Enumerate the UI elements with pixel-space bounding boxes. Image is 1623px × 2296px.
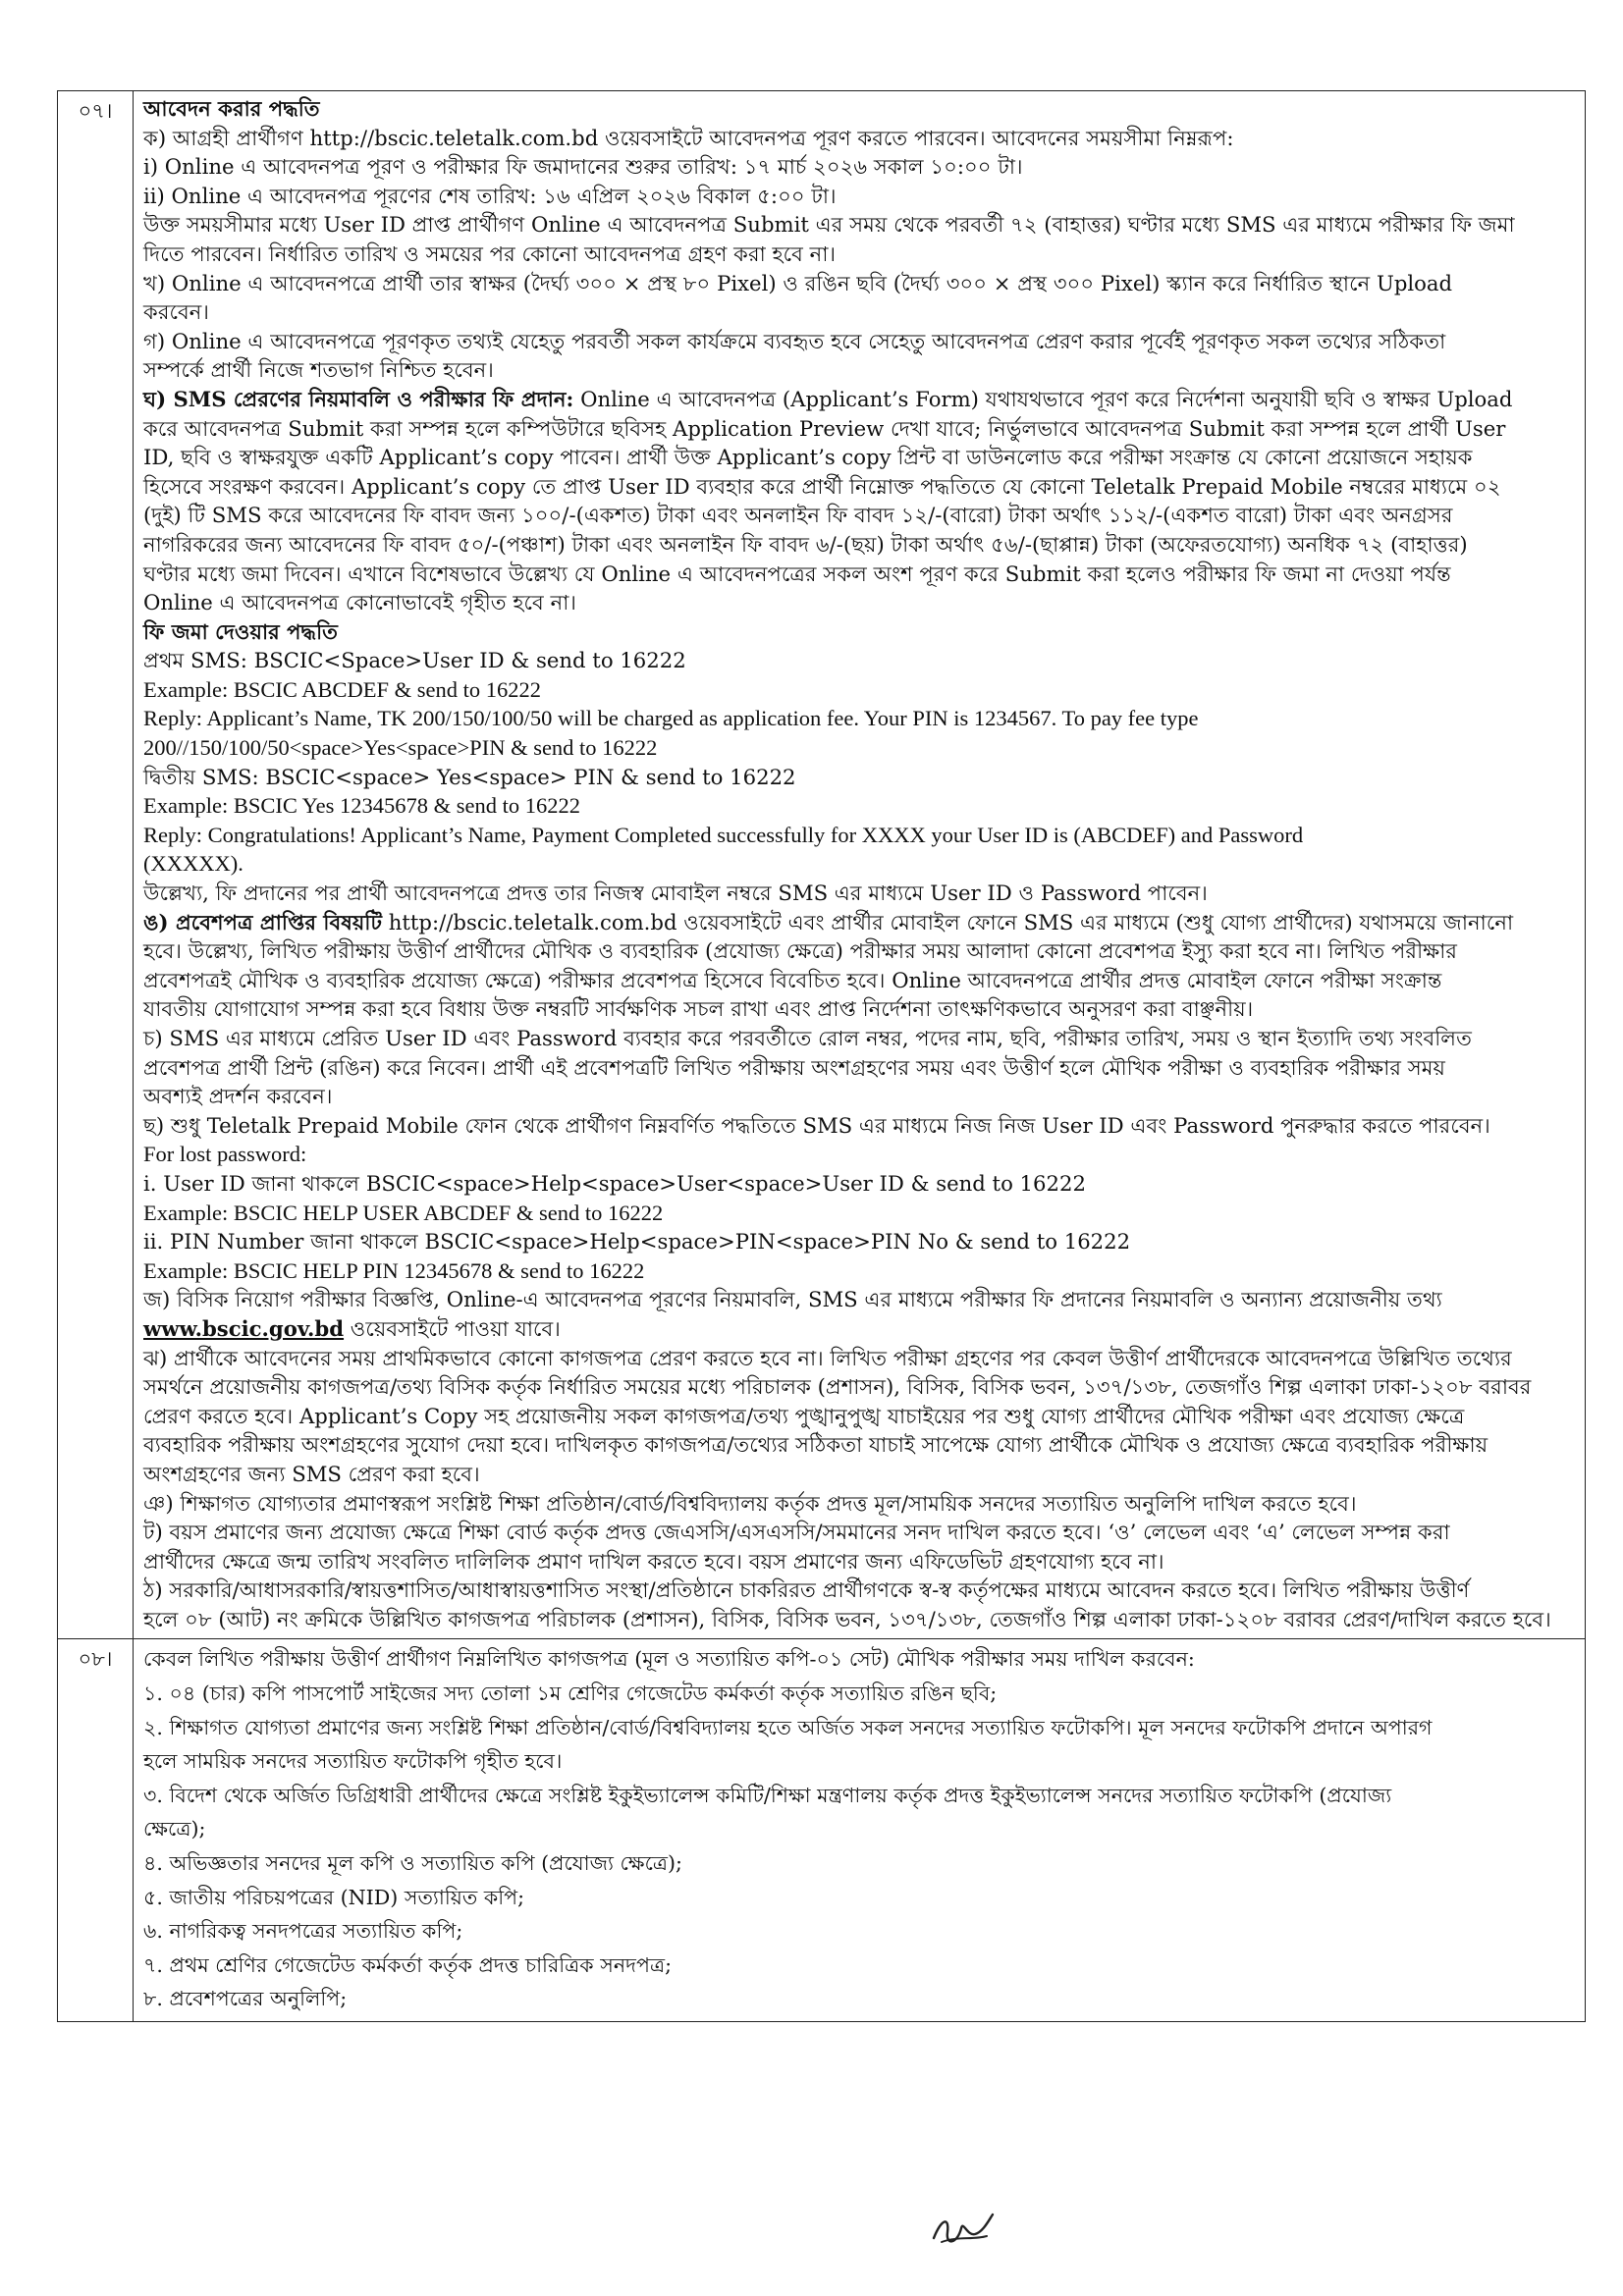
line-text: i) Online এ আবেদনপত্র পূরণ ও পরীক্ষার ফি জমাদানের শুরুর তারিখ: ১৭ মার্চ ২০২৬ সকাল ১০:০০ টা। bbox=[143, 154, 1023, 180]
inline-heading: ঙ) প্রবেশপত্র প্রাপ্তির বিষয়টি bbox=[143, 909, 383, 934]
text-line bbox=[143, 385, 1575, 414]
text-line bbox=[143, 355, 1575, 385]
text-line bbox=[143, 327, 1575, 356]
line-text: দ্বিতীয় SMS: BSCIC<space> Yes<space> PIN & send to 16222 bbox=[143, 764, 796, 789]
line-text: অবশ্যই প্রদর্শন করবেন। bbox=[143, 1084, 333, 1109]
line-text: http://bscic.teletalk.com.bd ওয়েবসাইটে এবং প্রার্থীর মোবাইল ফোনে SMS এর মাধ্যমে (শুধু যোগ্য প্রার্থীদের) যথাসময়ে জানানো bbox=[382, 909, 1514, 934]
text-line bbox=[143, 994, 1575, 1024]
line-text: ii. PIN Number জানা থাকলে BSCIC<space>Help<space>PIN<space>PIN No & send to 16222 bbox=[143, 1229, 1131, 1255]
text-line bbox=[143, 1914, 1575, 1949]
text-line bbox=[143, 879, 1575, 908]
text-line bbox=[143, 908, 1575, 937]
website-link[interactable]: www.bscic.gov.bd bbox=[143, 1315, 345, 1341]
line-text: ১. ০৪ (চার) কপি পাসপোর্ট সাইজের সদ্য তোলা ১ম শ্রেণির গেজেটেড কর্মকর্তা কর্তৃক সত্যায়িত রঙিন ছবি; bbox=[143, 1682, 998, 1706]
line-text: ii) Online এ আবেদনপত্র পূরণের শেষ তারিখ: ১৬ এপ্রিল ২০২৬ বিকাল ৫:০০ টা। bbox=[143, 183, 837, 208]
line-text: ৪. অভিজ্ঞতার সনদের মূল কপি ও সত্যায়িত কপি (প্রযোজ্য ক্ষেত্রে); bbox=[143, 1851, 682, 1876]
line-text: ৩. বিদেশ থেকে অর্জিত ডিগ্রিধারী প্রার্থীদের ক্ষেত্রে সংশ্লিষ্ট ইকুইভ্যালেন্স কমিটি/শিক্ষা মন্ত্রণালয় কর্তৃক প্রদত্ত ইকুইভ্যালেন্স সনদের সত্যায়িত ফটোকপি (প্রযোজ্য bbox=[143, 1783, 1392, 1807]
line-text: ঘণ্টার মধ্যে জমা দিবেন। এখানে বিশেষভাবে উল্লেখ্য যে Online এ আবেদনপত্রের সকল অংশ পূরণ করে Submit করা হলেও পরীক্ষার ফি জমা না দেওয়া পর্যন্ত bbox=[143, 561, 1451, 586]
text-line bbox=[143, 1285, 1575, 1314]
text-line bbox=[143, 1812, 1575, 1846]
text-line bbox=[143, 1575, 1575, 1605]
line-text: Example: BSCIC ABCDEF & send to 16222 bbox=[143, 676, 542, 702]
text-line bbox=[143, 443, 1575, 472]
line-text: For lost password: bbox=[143, 1142, 307, 1167]
text-line bbox=[143, 1053, 1575, 1083]
line-text: ৮. প্রবেশপত্রের অনুলিপি; bbox=[143, 1987, 348, 2011]
text-line bbox=[143, 124, 1575, 153]
text-line bbox=[143, 1711, 1575, 1745]
text-line bbox=[143, 1314, 1575, 1344]
line-text: আবেদন করার পদ্ধতি bbox=[143, 96, 320, 121]
line-text: ব্যবহারিক পরীক্ষায় অংশগ্রহণের সুযোগ দেয়া হবে। দাখিলকৃত কাগজপত্র/তথ্যের সঠিকতা যাচাই সাপেক্ষে যোগ্য প্রার্থীকে মৌখিক ও প্রযোজ্য ক্ষেত্রে ব্যবহারিক পরীক্ষায় bbox=[143, 1432, 1488, 1458]
text-line bbox=[143, 1227, 1575, 1256]
line-text: হিসেবে সংরক্ষণ করবেন। Applicant’s copy তে প্রাপ্ত User ID ব্যবহার করে প্রার্থী নিম্নোক্ত পদ্ধতিতে যে কোনো Teletalk Prepaid Mobile নম্বরের মাধ্যমে ০২ bbox=[143, 473, 1501, 499]
text-line bbox=[143, 763, 1575, 792]
line-text: যাবতীয় যোগাযোগ সম্পন্ন করা হবে বিধায় উক্ত নম্বরটি সার্বক্ষণিক সচল রাখা এবং প্রাপ্ত নির্দেশনা তাৎক্ষণিকভাবে অনুসরণ করা বাঞ্ছনীয়। bbox=[143, 996, 1254, 1022]
line-text: কেবল লিখিত পরীক্ষায় উত্তীর্ণ প্রার্থীগণ নিম্নলিখিত কাগজপত্র (মূল ও সত্যায়িত কপি-০১ সেট) মৌখিক পরীক্ষার সময় দাখিল করবেন: bbox=[143, 1647, 1195, 1672]
text-line bbox=[143, 269, 1575, 298]
line-text: উল্লেখ্য, ফি প্রদানের পর প্রার্থী আবেদনপত্রে প্রদত্ত তার নিজস্ব মোবাইল নম্বরে SMS এর মাধ্যমে User ID ও Password পাবেন। bbox=[143, 881, 1208, 906]
text-line bbox=[143, 152, 1575, 182]
line-text: ৭. প্রথম শ্রেণির গেজেটেড কর্মকর্তা কর্তৃক প্রদত্ত চারিত্রিক সনদপত্র; bbox=[143, 1952, 673, 1977]
text-line bbox=[143, 1605, 1575, 1634]
section-row-07 bbox=[58, 91, 1586, 1639]
section-heading bbox=[143, 94, 1575, 124]
line-text: ট) বয়স প্রমাণের জন্য প্রযোজ্য ক্ষেত্রে শিক্ষা বোর্ড কর্তৃক প্রদত্ত জেএসসি/এসএসসি/সমমানের সনদ দাখিল করতে হবে। ‘ও’ লেভেল এবং ‘এ’ লেভেল সম্পন্ন করা bbox=[143, 1520, 1450, 1545]
document-page bbox=[57, 90, 1586, 2022]
line-text: Reply: Applicant’s Name, TK 200/150/100/50 will be charged as application fee. Your PIN is 1234567. To pay fee type bbox=[143, 706, 1199, 731]
line-text: ঝ) প্রার্থীকে আবেদনের সময় প্রাথমিকভাবে কোনো কাগজপত্র প্রেরণ করতে হবে না। লিখিত পরীক্ষা গ্রহণের পর কেবল উত্তীর্ণ প্রার্থীদেরকে আবেদনপত্রে উল্লিখিত তথ্যের bbox=[143, 1345, 1512, 1370]
text-line bbox=[143, 1982, 1575, 2016]
text-line bbox=[143, 240, 1575, 269]
text-line bbox=[143, 733, 1575, 763]
text-line bbox=[143, 1344, 1575, 1373]
section-07-lines bbox=[143, 94, 1575, 1633]
line-text: Online এ আবেদনপত্র (Applicant’s Form) যথাযথভাবে পূরণ করে নির্দেশনা অনুযায়ী ছবি ও স্বাক্ষর Upload bbox=[573, 386, 1513, 411]
line-text: অংশগ্রহণের জন্য SMS প্রেরণ করা হবে। bbox=[143, 1461, 480, 1486]
line-text: ঠ) সরকারি/আধাসরকারি/স্বায়ত্তশাসিত/আধাস্বায়ত্তশাসিত সংস্থা/প্রতিষ্ঠানে চাকরিরত প্রার্থীগণকে স্ব-স্ব কর্তৃপক্ষের মাধ্যমে আবেদন করতে হবে। লিখিত পরীক্ষায় উত্তীর্ণ bbox=[143, 1577, 1470, 1603]
text-line bbox=[143, 1881, 1575, 1915]
line-text: (XXXXX). bbox=[143, 851, 243, 877]
text-line bbox=[143, 210, 1575, 240]
line-text: করে আবেদনপত্র Submit করা সম্পন্ন হলে কম্পিউটারে ছবিসহ Application Preview দেখা যাবে; নির্ভুলভাবে আবেদনপত্র Submit করা সম্পন্ন হলে প্রার্থী User bbox=[143, 415, 1506, 441]
text-line bbox=[143, 414, 1575, 444]
text-line bbox=[143, 675, 1575, 705]
text-line bbox=[143, 182, 1575, 211]
line-text: ৬. নাগরিকত্ব সনদপত্রের সত্যায়িত কপি; bbox=[143, 1919, 463, 1944]
text-line bbox=[143, 966, 1575, 995]
line-text: চ) SMS এর মাধ্যমে প্রেরিত User ID এবং Password ব্যবহার করে পরবর্তীতে রোল নম্বর, পদের নাম, ছবি, পরীক্ষার তারিখ, সময় ও স্থান ইত্যাদি তথ্য সংবলিত bbox=[143, 1026, 1472, 1050]
line-text: ক্ষেত্রে); bbox=[143, 1817, 206, 1842]
text-line bbox=[143, 646, 1575, 675]
line-text: 200//150/100/50<space>Yes<space>PIN & send to 16222 bbox=[143, 735, 658, 761]
signature-mark bbox=[928, 2207, 999, 2250]
text-line bbox=[143, 1949, 1575, 1983]
text-line bbox=[143, 1677, 1575, 1711]
line-text: ফি জমা দেওয়ার পদ্ধতি bbox=[143, 618, 339, 644]
text-line bbox=[143, 1169, 1575, 1199]
line-text: প্রথম SMS: BSCIC<Space>User ID & send to 16222 bbox=[143, 648, 686, 673]
line-text: দিতে পারবেন। নির্ধারিত তারিখ ও সময়ের পর কোনো আবেদনপত্র গ্রহণ করা হবে না। bbox=[143, 240, 837, 266]
line-text: ঞ) শিক্ষাগত যোগ্যতার প্রমাণস্বরূপ সংশ্লিষ্ট শিক্ষা প্রতিষ্ঠান/বোর্ড/বিশ্ববিদ্যালয় কর্তৃক প্রদত্ত মূল/সাময়িক সনদের সত্যায়িত অনুলিপি দাখিল করতে হবে। bbox=[143, 1490, 1357, 1516]
section-number-08: ০৮। bbox=[58, 1639, 134, 2022]
line-text: ক) আগ্রহী প্রার্থীগণ http://bscic.teletalk.com.bd ওয়েবসাইটে আবেদনপত্র পূরণ করতে পারবেন। আবেদনের সময়সীমা নিম্নরূপ: bbox=[143, 125, 1234, 150]
line-text: প্রবেশপত্র প্রার্থী প্রিন্ট (রঙিন) করে নিবেন। প্রার্থী এই প্রবেশপত্রটি লিখিত পরীক্ষায় অংশগ্রহণের সময় এবং উত্তীর্ণ হলে মৌখিক পরীক্ষা ও ব্যবহারিক পরীক্ষার সময় bbox=[143, 1054, 1445, 1080]
line-text: উক্ত সময়সীমার মধ্যে User ID প্রাপ্ত প্রার্থীগণ Online এ আবেদনপত্র Submit এর সময় থেকে পরবর্তী ৭২ (বাহাত্তর) ঘণ্টার মধ্যে SMS এর মাধ্যমে পরীক্ষার ফি জমা bbox=[143, 212, 1515, 238]
section-heading bbox=[143, 617, 1575, 647]
text-line bbox=[143, 849, 1575, 879]
line-text: জ) বিসিক নিয়োগ পরীক্ষার বিজ্ঞপ্তি, Online-এ আবেদনপত্র পূরণের নিয়মাবলি, SMS এর মাধ্যমে পরীক্ষার ফি প্রদানের নিয়মাবলি ও অন্যান্য প্রয়োজনীয় তথ্য bbox=[143, 1287, 1442, 1312]
section-08-lines bbox=[143, 1642, 1575, 2016]
line-text: করবেন। bbox=[143, 299, 210, 325]
line-text: প্রবেশপত্রই মৌখিক ও ব্যবহারিক প্রযোজ্য ক্ষেত্রে) পরীক্ষার প্রবেশপত্র হিসেবে বিবেচিত হবে। Online আবেদনপত্রে প্রার্থীর প্রদত্ত মোবাইল ফোনে পরীক্ষা সংক্রান্ত bbox=[143, 967, 1442, 992]
line-text: ID, ছবি ও স্বাক্ষরযুক্ত একটি Applicant’s copy পাবেন। প্রার্থী উক্ত Applicant’s copy প্রিন্ট বা ডাউনলোড করে পরীক্ষা সংক্রান্ত যে কোনো প্রয়োজনে সহায়ক bbox=[143, 445, 1473, 470]
line-text: হলে সাময়িক সনদের সত্যায়িত ফটোকপি গৃহীত হবে। bbox=[143, 1749, 563, 1774]
text-line bbox=[143, 501, 1575, 530]
text-line bbox=[143, 936, 1575, 966]
text-line bbox=[143, 1082, 1575, 1111]
text-line bbox=[143, 1547, 1575, 1576]
line-text: Online এ আবেদনপত্র কোনোভাবেই গৃহীত হবে না। bbox=[143, 590, 576, 615]
line-text: নাগরিকরের জন্য আবেদনের ফি বাবদ ৫০/-(পঞ্চাশ) টাকা এবং অনলাইন ফি বাবদ ৬/-(ছয়) টাকা অর্থাৎ ৫৬/-(ছাপ্পান্ন) টাকা (অফেরতযোগ্য) অনধিক ৭২ (বাহাত্তর) bbox=[143, 531, 1468, 557]
line-text: Example: BSCIC HELP PIN 12345678 & send to 16222 bbox=[143, 1257, 645, 1283]
line-text: প্রেরণ করতে হবে। Applicant’s Copy সহ প্রয়োজনীয় সকল কাগজপত্র/তথ্য পুঙ্খানুপুঙ্খ যাচাইয়ের পর শুধু যোগ্য প্রার্থীদের মৌখিক পরীক্ষা এবং প্রযোজ্য ক্ষেত্রে bbox=[143, 1403, 1465, 1428]
text-line bbox=[143, 1199, 1575, 1228]
text-line bbox=[143, 560, 1575, 589]
line-text: হবে। উল্লেখ্য, লিখিত পরীক্ষায় উত্তীর্ণ প্রার্থীদের মৌখিক ও ব্যবহারিক (প্রযোজ্য ক্ষেত্রে) পরীক্ষার সময় আলাদা কোনো প্রবেশপত্র ইস্যু করা হবে না। লিখিত পরীক্ষার bbox=[143, 938, 1458, 964]
line-text: Example: BSCIC HELP USER ABCDEF & send to 16222 bbox=[143, 1200, 664, 1225]
line-text: Reply: Congratulations! Applicant’s Name, Payment Completed successfully for XXXX your User ID is (ABCDEF) and Password bbox=[143, 822, 1304, 847]
text-line bbox=[143, 1372, 1575, 1402]
text-line bbox=[143, 1779, 1575, 1813]
instructions-table bbox=[57, 90, 1586, 2022]
text-line bbox=[143, 297, 1575, 327]
text-line bbox=[143, 1518, 1575, 1547]
text-line bbox=[143, 821, 1575, 850]
section-number-07: ০৭। bbox=[58, 91, 134, 1639]
line-text: সম্পর্কে প্রার্থী নিজে শতভাগ নিশ্চিত হবেন। bbox=[143, 357, 494, 383]
text-line bbox=[143, 472, 1575, 502]
text-line bbox=[143, 704, 1575, 733]
text-line bbox=[143, 1460, 1575, 1489]
text-line bbox=[143, 1744, 1575, 1779]
text-line bbox=[143, 1140, 1575, 1169]
line-text: ২. শিক্ষাগত যোগ্যতা প্রমাণের জন্য সংশ্লিষ্ট শিক্ষা প্রতিষ্ঠান/বোর্ড/বিশ্ববিদ্যালয় হতে অর্জিত সকল সনদের সত্যায়িত ফটোকপি। মূল সনদের ফটোকপি প্রদানে অপারগ bbox=[143, 1715, 1433, 1739]
line-text: ওয়েবসাইটে পাওয়া যাবে। bbox=[344, 1315, 561, 1341]
text-line bbox=[143, 1430, 1575, 1460]
text-line bbox=[143, 1642, 1575, 1677]
line-text: খ) Online এ আবেদনপত্রে প্রার্থী তার স্বাক্ষর (দৈর্ঘ্য ৩০০ × প্রস্থ ৮০ Pixel) ও রঙিন ছবি (দৈর্ঘ্য ৩০০ × প্রস্থ ৩০০ Pixel) স্ক্যান করে নির্ধারিত স্থানে Upload bbox=[143, 270, 1453, 295]
line-text: সমর্থনে প্রয়োজনীয় কাগজপত্র/তথ্য বিসিক কর্তৃক নির্ধারিত সময়ের মধ্যে পরিচালক (প্রশাসন), বিসিক, বিসিক ভবন, ১৩৭/১৩৮, তেজগাঁও শিল্প এলাকা ঢাকা-১২০৮ বরাবর bbox=[143, 1374, 1532, 1400]
inline-heading: ঘ) SMS প্রেরণের নিয়মাবলি ও পরীক্ষার ফি প্রদান: bbox=[143, 386, 574, 411]
line-text: ৫. জাতীয় পরিচয়পত্রের (NID) সত্যায়িত কপি; bbox=[143, 1885, 525, 1909]
text-line bbox=[143, 588, 1575, 617]
section-body-08 bbox=[134, 1639, 1586, 2022]
section-row-08 bbox=[58, 1639, 1586, 2022]
text-line bbox=[143, 530, 1575, 560]
text-line bbox=[143, 1402, 1575, 1431]
line-text: i. User ID জানা থাকলে BSCIC<space>Help<space>User<space>User ID & send to 16222 bbox=[143, 1170, 1086, 1196]
line-text: Example: BSCIC Yes 12345678 & send to 16222 bbox=[143, 793, 581, 819]
text-line bbox=[143, 791, 1575, 821]
line-text: প্রার্থীদের ক্ষেত্রে জন্ম তারিখ সংবলিত দালিলিক প্রমাণ দাখিল করতে হবে। বয়স প্রমাণের জন্য এফিডেভিট গ্রহণযোগ্য হবে না। bbox=[143, 1548, 1164, 1574]
text-line bbox=[143, 1846, 1575, 1881]
text-line bbox=[143, 1256, 1575, 1286]
text-line bbox=[143, 1024, 1575, 1053]
line-text: ছ) শুধু Teletalk Prepaid Mobile ফোন থেকে প্রার্থীগণ নিম্নবর্ণিত পদ্ধতিতে SMS এর মাধ্যমে নিজ নিজ User ID এবং Password পুনরুদ্ধার করতে পারবেন। bbox=[143, 1112, 1490, 1138]
line-text: হলে ০৮ (আট) নং ক্রমিকে উল্লিখিত কাগজপত্র পরিচালক (প্রশাসন), বিসিক, বিসিক ভবন, ১৩৭/১৩৮, তেজগাঁও শিল্প এলাকা ঢাকা-১২০৮ বরাবর প্রেরণ/দাখিল করতে হবে। bbox=[143, 1606, 1551, 1631]
text-line bbox=[143, 1489, 1575, 1519]
section-body-07 bbox=[134, 91, 1586, 1639]
line-text: (দুই) টি SMS করে আবেদনের ফি বাবদ জন্য ১০০/-(একশত) টাকা এবং অনলাইন ফি বাবদ ১২/-(বারো) টাকা অর্থাৎ ১১২/-(একশত বারো) টাকা এবং অনগ্রসর bbox=[143, 503, 1453, 528]
line-text: গ) Online এ আবেদনপত্রে পূরণকৃত তথ্যই যেহেতু পরবর্তী সকল কার্যক্রমে ব্যবহৃত হবে সেহেতু আবেদনপত্র প্রেরণ করার পূর্বেই পূরণকৃত সকল তথ্যের সঠিকতা bbox=[143, 328, 1446, 353]
text-line bbox=[143, 1111, 1575, 1141]
